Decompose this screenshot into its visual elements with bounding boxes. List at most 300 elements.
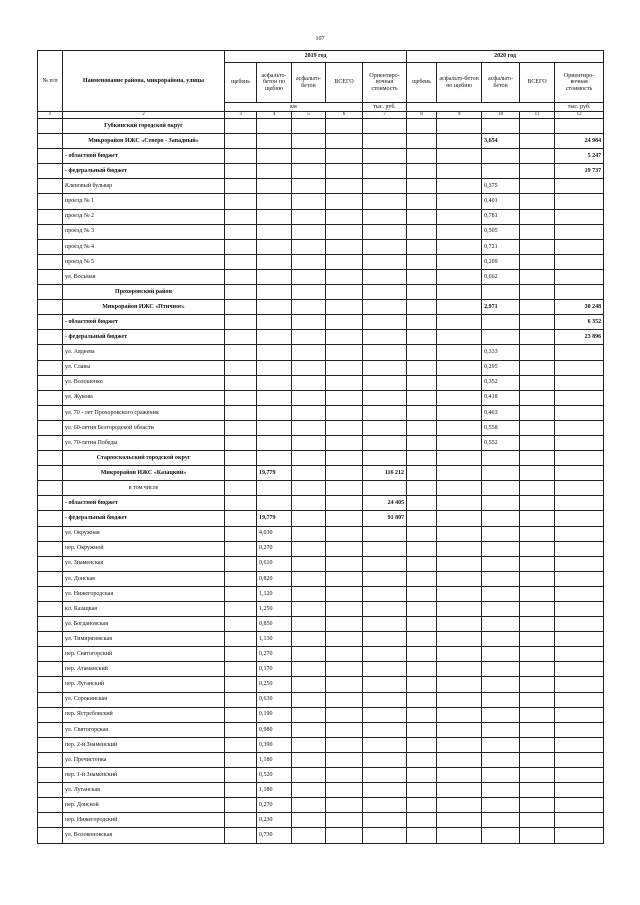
value-cell-c9 xyxy=(437,390,482,405)
value-cell-c4: 0,630 xyxy=(257,692,292,707)
row-name-cell: пер. Окружной xyxy=(63,541,225,556)
value-cell-c11 xyxy=(520,254,555,269)
value-cell-c12: 19 737 xyxy=(555,164,604,179)
value-cell-c6 xyxy=(326,119,363,134)
value-cell-c3 xyxy=(225,285,257,300)
value-cell-c10 xyxy=(482,707,520,722)
value-cell-c5 xyxy=(292,375,326,390)
value-cell-c10 xyxy=(482,481,520,496)
value-cell-c5 xyxy=(292,224,326,239)
value-cell-c8 xyxy=(407,677,437,692)
value-cell-c11 xyxy=(520,737,555,752)
value-cell-c5 xyxy=(292,752,326,767)
table-row-section xyxy=(38,119,604,134)
value-cell-c4 xyxy=(257,360,292,375)
value-cell-c7 xyxy=(363,224,407,239)
row-name-cell: ул. Луганская xyxy=(63,783,225,798)
value-cell-c11 xyxy=(520,722,555,737)
row-number-cell xyxy=(38,768,63,783)
value-cell-c8 xyxy=(407,737,437,752)
row-name-cell: ул. Восьмая xyxy=(63,269,225,284)
value-cell-c7 xyxy=(363,375,407,390)
row-number-cell xyxy=(38,737,63,752)
value-cell-c3 xyxy=(225,405,257,420)
value-cell-c6 xyxy=(326,466,363,481)
value-cell-c7 xyxy=(363,722,407,737)
value-cell-c11 xyxy=(520,481,555,496)
value-cell-c5 xyxy=(292,194,326,209)
value-cell-c10 xyxy=(482,496,520,511)
value-cell-c12 xyxy=(555,466,604,481)
value-cell-c9 xyxy=(437,571,482,586)
value-cell-c7 xyxy=(363,435,407,450)
col-number: 1 xyxy=(38,112,63,119)
value-cell-c7 xyxy=(363,526,407,541)
value-cell-c8 xyxy=(407,194,437,209)
value-cell-c6 xyxy=(326,798,363,813)
value-cell-c12 xyxy=(555,692,604,707)
value-cell-c11 xyxy=(520,571,555,586)
value-cell-c12 xyxy=(555,285,604,300)
value-cell-c3 xyxy=(225,541,257,556)
value-cell-c4: 0,270 xyxy=(257,541,292,556)
value-cell-c9 xyxy=(437,315,482,330)
value-cell-c9 xyxy=(437,707,482,722)
value-cell-c11 xyxy=(520,149,555,164)
value-cell-c8 xyxy=(407,541,437,556)
value-cell-c10 xyxy=(482,798,520,813)
value-cell-c11 xyxy=(520,451,555,466)
value-cell-c7 xyxy=(363,571,407,586)
value-cell-c12 xyxy=(555,420,604,435)
value-cell-c9 xyxy=(437,254,482,269)
value-cell-c10 xyxy=(482,768,520,783)
row-number-cell xyxy=(38,390,63,405)
value-cell-c12 xyxy=(555,435,604,450)
table-row-street xyxy=(38,269,604,284)
value-cell-c4 xyxy=(257,435,292,450)
value-cell-c4 xyxy=(257,254,292,269)
value-cell-c11 xyxy=(520,134,555,149)
value-cell-c11 xyxy=(520,586,555,601)
row-number-cell xyxy=(38,707,63,722)
row-number-cell xyxy=(38,828,63,843)
row-number-cell xyxy=(38,511,63,526)
value-cell-c11 xyxy=(520,798,555,813)
table-row-street xyxy=(38,813,604,828)
value-cell-c10: 3,654 xyxy=(482,134,520,149)
value-cell-c8 xyxy=(407,813,437,828)
value-cell-c8 xyxy=(407,330,437,345)
value-cell-c8 xyxy=(407,752,437,767)
value-cell-c11 xyxy=(520,239,555,254)
row-number-cell xyxy=(38,556,63,571)
value-cell-c5 xyxy=(292,737,326,752)
value-cell-c11 xyxy=(520,662,555,677)
table-row-street xyxy=(38,571,604,586)
value-cell-c8 xyxy=(407,496,437,511)
value-cell-c4 xyxy=(257,405,292,420)
value-cell-c6 xyxy=(326,194,363,209)
value-cell-c11 xyxy=(520,390,555,405)
value-cell-c11 xyxy=(520,209,555,224)
row-number-cell xyxy=(38,632,63,647)
header-2019-cost: Ориентиро-вочная стоимость xyxy=(363,63,407,103)
value-cell-c7 xyxy=(363,451,407,466)
table-row-budget xyxy=(38,330,604,345)
value-cell-c6 xyxy=(326,285,363,300)
row-name-cell: в том числе xyxy=(63,481,225,496)
value-cell-c10 xyxy=(482,752,520,767)
value-cell-c7 xyxy=(363,119,407,134)
road-works-table xyxy=(37,50,604,844)
value-cell-c6 xyxy=(326,677,363,692)
value-cell-c6 xyxy=(326,149,363,164)
row-number-cell xyxy=(38,541,63,556)
value-cell-c12 xyxy=(555,556,604,571)
value-cell-c3 xyxy=(225,119,257,134)
value-cell-c3 xyxy=(225,149,257,164)
value-cell-c11 xyxy=(520,511,555,526)
value-cell-c7 xyxy=(363,783,407,798)
table-row-district xyxy=(38,300,604,315)
value-cell-c12 xyxy=(555,617,604,632)
value-cell-c10: 2,971 xyxy=(482,300,520,315)
table-row-street xyxy=(38,783,604,798)
row-name-cell: Кленовый бульвар xyxy=(63,179,225,194)
value-cell-c12 xyxy=(555,360,604,375)
value-cell-c10 xyxy=(482,586,520,601)
value-cell-c9 xyxy=(437,556,482,571)
value-cell-c8 xyxy=(407,164,437,179)
unit-rub-2020: тыс. руб. xyxy=(555,102,604,111)
value-cell-c3 xyxy=(225,752,257,767)
row-name-cell: ул. Сорокинская xyxy=(63,692,225,707)
value-cell-c9 xyxy=(437,511,482,526)
value-cell-c9 xyxy=(437,119,482,134)
row-name-cell: пер. Луганский xyxy=(63,677,225,692)
value-cell-c5 xyxy=(292,722,326,737)
value-cell-c12 xyxy=(555,571,604,586)
value-cell-c12: 24 984 xyxy=(555,134,604,149)
header-2020-asphalt-on-gravel: асфальто-бетон по щебню xyxy=(437,63,482,103)
row-number-cell xyxy=(38,662,63,677)
value-cell-c7 xyxy=(363,632,407,647)
value-cell-c4: 1,250 xyxy=(257,602,292,617)
value-cell-c3 xyxy=(225,647,257,662)
value-cell-c9 xyxy=(437,179,482,194)
value-cell-c10: 0,375 xyxy=(482,179,520,194)
value-cell-c4 xyxy=(257,134,292,149)
value-cell-c8 xyxy=(407,707,437,722)
row-number-cell xyxy=(38,375,63,390)
value-cell-c9 xyxy=(437,420,482,435)
value-cell-c9 xyxy=(437,375,482,390)
value-cell-c4: 0,980 xyxy=(257,722,292,737)
value-cell-c4 xyxy=(257,375,292,390)
row-number-cell xyxy=(38,435,63,450)
value-cell-c8 xyxy=(407,556,437,571)
row-name-cell: ул. Волоконовская xyxy=(63,828,225,843)
value-cell-c4: 0,190 xyxy=(257,707,292,722)
value-cell-c8 xyxy=(407,828,437,843)
value-cell-c12 xyxy=(555,813,604,828)
value-cell-c3 xyxy=(225,511,257,526)
col-number: 11 xyxy=(520,112,555,119)
value-cell-c10: 0,333 xyxy=(482,345,520,360)
table-row-street xyxy=(38,798,604,813)
value-cell-c10: 0,662 xyxy=(482,269,520,284)
value-cell-c7 xyxy=(363,239,407,254)
header-2020-total: ВСЕГО xyxy=(520,63,555,103)
row-number-cell xyxy=(38,798,63,813)
row-name-cell: - федеральный бюджет xyxy=(63,164,225,179)
value-cell-c10 xyxy=(482,526,520,541)
col-number: 3 xyxy=(225,112,257,119)
table-row-street xyxy=(38,586,604,601)
row-name-cell: Микрорайон ИЖС «Казацкий» xyxy=(63,466,225,481)
value-cell-c11 xyxy=(520,420,555,435)
row-name-cell: проезд № 1 xyxy=(63,194,225,209)
value-cell-c10 xyxy=(482,571,520,586)
value-cell-c10 xyxy=(482,556,520,571)
value-cell-c9 xyxy=(437,149,482,164)
row-name-cell: Старооскольский городской округ xyxy=(63,451,225,466)
value-cell-c8 xyxy=(407,435,437,450)
value-cell-c4 xyxy=(257,496,292,511)
value-cell-c12 xyxy=(555,375,604,390)
value-cell-c3 xyxy=(225,571,257,586)
value-cell-c12: 5 247 xyxy=(555,149,604,164)
value-cell-c12: 23 896 xyxy=(555,330,604,345)
value-cell-c8 xyxy=(407,722,437,737)
value-cell-c11 xyxy=(520,194,555,209)
value-cell-c9 xyxy=(437,632,482,647)
value-cell-c12 xyxy=(555,783,604,798)
row-name-cell: ул. Богдановская xyxy=(63,617,225,632)
table-row-street xyxy=(38,345,604,360)
value-cell-c3 xyxy=(225,451,257,466)
value-cell-c5 xyxy=(292,269,326,284)
value-cell-c5 xyxy=(292,390,326,405)
value-cell-c4 xyxy=(257,224,292,239)
col-number: 9 xyxy=(437,112,482,119)
table-row-street xyxy=(38,617,604,632)
value-cell-c4: 0,250 xyxy=(257,677,292,692)
value-cell-c5 xyxy=(292,254,326,269)
value-cell-c9 xyxy=(437,662,482,677)
value-cell-c4: 1,180 xyxy=(257,752,292,767)
value-cell-c11 xyxy=(520,783,555,798)
col-number: 12 xyxy=(555,112,604,119)
value-cell-c3 xyxy=(225,269,257,284)
value-cell-c3 xyxy=(225,556,257,571)
value-cell-c9 xyxy=(437,692,482,707)
value-cell-c3 xyxy=(225,662,257,677)
value-cell-c5 xyxy=(292,662,326,677)
header-2020-asphalt: асфальто-бетон xyxy=(482,63,520,103)
value-cell-c3 xyxy=(225,300,257,315)
value-cell-c9 xyxy=(437,285,482,300)
value-cell-c11 xyxy=(520,405,555,420)
value-cell-c6 xyxy=(326,783,363,798)
value-cell-c12 xyxy=(555,390,604,405)
value-cell-c6 xyxy=(326,179,363,194)
header-2019-asphalt: асфальто-бетон xyxy=(292,63,326,103)
value-cell-c10 xyxy=(482,330,520,345)
value-cell-c8 xyxy=(407,481,437,496)
value-cell-c5 xyxy=(292,466,326,481)
value-cell-c8 xyxy=(407,285,437,300)
table-row-street xyxy=(38,360,604,375)
value-cell-c9 xyxy=(437,647,482,662)
value-cell-c7 xyxy=(363,481,407,496)
value-cell-c4: 19,779 xyxy=(257,466,292,481)
value-cell-c8 xyxy=(407,602,437,617)
value-cell-c5 xyxy=(292,511,326,526)
col-number: 7 xyxy=(363,112,407,119)
header-col-name: Наименование района, микрорайона, улицы xyxy=(63,51,225,112)
value-cell-c7 xyxy=(363,707,407,722)
value-cell-c9 xyxy=(437,617,482,632)
value-cell-c12 xyxy=(555,481,604,496)
value-cell-c4 xyxy=(257,285,292,300)
value-cell-c5 xyxy=(292,783,326,798)
value-cell-c6 xyxy=(326,556,363,571)
value-cell-c8 xyxy=(407,692,437,707)
value-cell-c3 xyxy=(225,768,257,783)
value-cell-c5 xyxy=(292,330,326,345)
value-cell-c9 xyxy=(437,405,482,420)
value-cell-c3 xyxy=(225,239,257,254)
table-row-street xyxy=(38,632,604,647)
row-name-cell: проезд № 5 xyxy=(63,254,225,269)
value-cell-c10: 0,463 xyxy=(482,405,520,420)
value-cell-c8 xyxy=(407,617,437,632)
value-cell-c5 xyxy=(292,602,326,617)
value-cell-c9 xyxy=(437,345,482,360)
value-cell-c6 xyxy=(326,632,363,647)
value-cell-c6 xyxy=(326,345,363,360)
row-number-cell xyxy=(38,752,63,767)
value-cell-c12 xyxy=(555,647,604,662)
value-cell-c3 xyxy=(225,692,257,707)
value-cell-c5 xyxy=(292,586,326,601)
value-cell-c3 xyxy=(225,209,257,224)
value-cell-c6 xyxy=(326,602,363,617)
row-number-cell xyxy=(38,466,63,481)
value-cell-c6 xyxy=(326,707,363,722)
value-cell-c5 xyxy=(292,496,326,511)
value-cell-c7 xyxy=(363,315,407,330)
value-cell-c9 xyxy=(437,466,482,481)
value-cell-c12 xyxy=(555,239,604,254)
row-number-cell xyxy=(38,783,63,798)
value-cell-c11 xyxy=(520,677,555,692)
value-cell-c12 xyxy=(555,496,604,511)
value-cell-c5 xyxy=(292,617,326,632)
value-cell-c3 xyxy=(225,481,257,496)
value-cell-c4 xyxy=(257,194,292,209)
value-cell-c4: 0,520 xyxy=(257,768,292,783)
value-cell-c7 xyxy=(363,768,407,783)
value-cell-c10 xyxy=(482,149,520,164)
value-cell-c6 xyxy=(326,813,363,828)
row-number-cell xyxy=(38,526,63,541)
table-row-street xyxy=(38,602,604,617)
value-cell-c8 xyxy=(407,571,437,586)
value-cell-c7 xyxy=(363,134,407,149)
value-cell-c5 xyxy=(292,405,326,420)
row-number-cell xyxy=(38,345,63,360)
col-number: 6 xyxy=(326,112,363,119)
header-2019-total: ВСЕГО xyxy=(326,63,363,103)
value-cell-c12: 6 352 xyxy=(555,315,604,330)
value-cell-c6 xyxy=(326,481,363,496)
value-cell-c11 xyxy=(520,541,555,556)
value-cell-c3 xyxy=(225,707,257,722)
row-number-cell xyxy=(38,722,63,737)
value-cell-c5 xyxy=(292,315,326,330)
value-cell-c4 xyxy=(257,345,292,360)
value-cell-c3 xyxy=(225,194,257,209)
value-cell-c5 xyxy=(292,164,326,179)
value-cell-c6 xyxy=(326,435,363,450)
value-cell-c7 xyxy=(363,285,407,300)
value-cell-c3 xyxy=(225,722,257,737)
row-number-cell xyxy=(38,224,63,239)
value-cell-c10 xyxy=(482,828,520,843)
value-cell-c12 xyxy=(555,194,604,209)
row-number-cell xyxy=(38,420,63,435)
value-cell-c3 xyxy=(225,164,257,179)
value-cell-c5 xyxy=(292,798,326,813)
value-cell-c9 xyxy=(437,360,482,375)
value-cell-c9 xyxy=(437,330,482,345)
value-cell-c8 xyxy=(407,768,437,783)
value-cell-c7 xyxy=(363,254,407,269)
value-cell-c12 xyxy=(555,224,604,239)
row-number-cell xyxy=(38,179,63,194)
value-cell-c6 xyxy=(326,269,363,284)
row-number-cell xyxy=(38,602,63,617)
value-cell-c8 xyxy=(407,345,437,360)
value-cell-c8 xyxy=(407,662,437,677)
value-cell-c7 xyxy=(363,269,407,284)
value-cell-c6 xyxy=(326,300,363,315)
value-cell-c4 xyxy=(257,269,292,284)
row-name-cell: - федеральный бюджет xyxy=(63,330,225,345)
value-cell-c4: 0,850 xyxy=(257,617,292,632)
value-cell-c11 xyxy=(520,556,555,571)
value-cell-c12 xyxy=(555,798,604,813)
value-cell-c5 xyxy=(292,285,326,300)
value-cell-c3 xyxy=(225,134,257,149)
value-cell-c3 xyxy=(225,602,257,617)
value-cell-c7 xyxy=(363,541,407,556)
value-cell-c10 xyxy=(482,783,520,798)
row-number-cell xyxy=(38,194,63,209)
value-cell-c10 xyxy=(482,451,520,466)
value-cell-c7 xyxy=(363,813,407,828)
value-cell-c7 xyxy=(363,556,407,571)
value-cell-c12 xyxy=(555,677,604,692)
value-cell-c10: 0,558 xyxy=(482,420,520,435)
row-name-cell: проезд № 2 xyxy=(63,209,225,224)
row-name-cell: ул. Славы xyxy=(63,360,225,375)
value-cell-c10 xyxy=(482,285,520,300)
value-cell-c5 xyxy=(292,813,326,828)
